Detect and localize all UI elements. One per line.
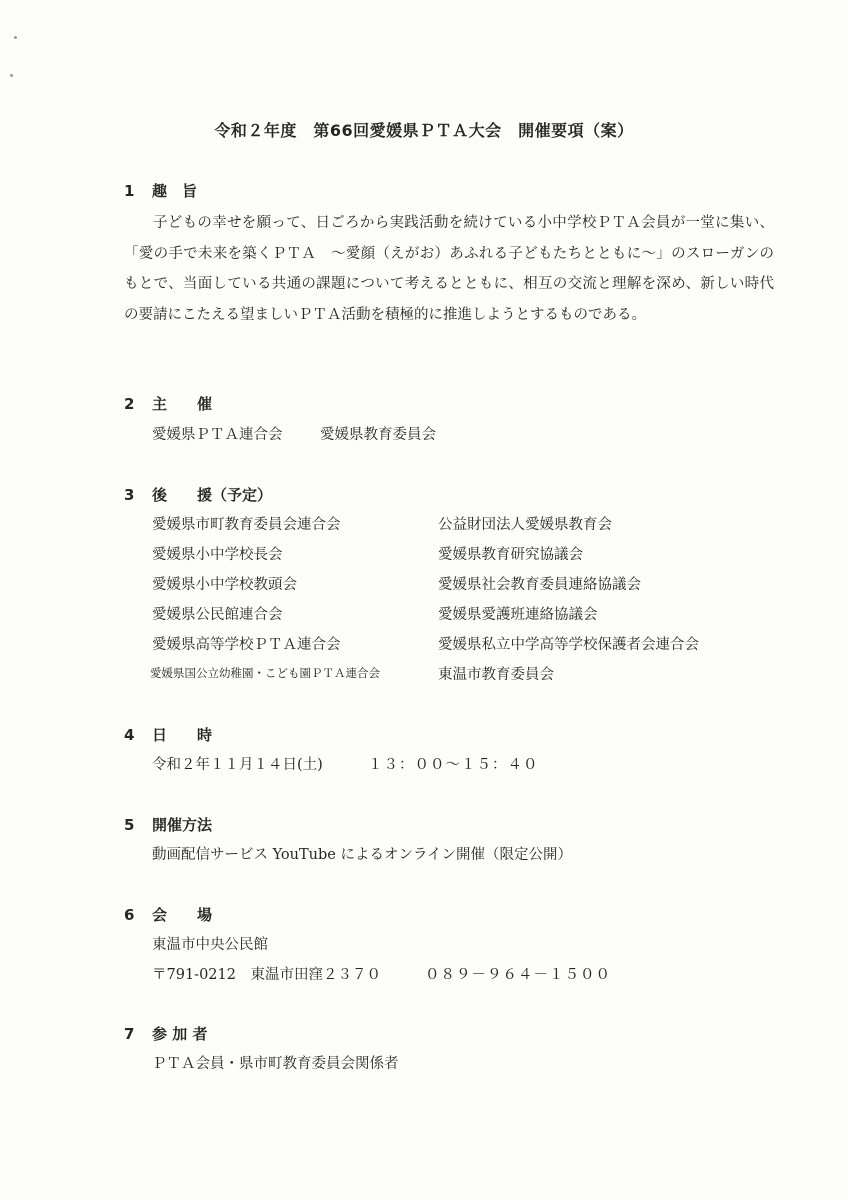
purpose-paragraph: 子どもの幸せを願って、日ごろから実践活動を続けている小中学校ＰＴＡ会員が一堂に集い、「愛の手で未来を築くＰＴＡ ～愛顔（えがお）あふれる子どもたちとともに～」のスローガンのもとで、当面している共通の課題について考えるとともに、相互の交流と理解を深め、新しい時代の要請にこたえる望ましいＰＴＡ活動を積極的に推進しようとするものである。 [124,215,774,323]
venue-address: 〒791-0212 東温市田窪２３７０ [152,967,381,983]
section-heading-datetime: 4 日 時 [124,726,213,744]
section-heading-method: 5 開催方法 [124,816,213,834]
supporter-item: 愛媛県愛護班連絡協議会 [438,607,598,623]
supporter-item: 愛媛県小中学校長会 [152,547,283,563]
supporter-item: 東温市教育委員会 [438,667,554,683]
supporter-item: 愛媛県高等学校ＰＴＡ連合会 [152,637,341,653]
scan-speck [10,74,13,77]
event-method: 動画配信サービス YouTube によるオンライン開催（限定公開） [152,847,573,863]
section-heading-venue: 6 会 場 [124,906,213,924]
organizer-item: 愛媛県教育委員会 [320,427,436,443]
supporter-item: 愛媛県公民館連合会 [152,607,283,623]
section-heading-purpose: 1 趣 旨 [124,182,198,200]
organizer-item: 愛媛県ＰＴＡ連合会 [152,427,283,443]
supporter-item: 愛媛県社会教育委員連絡協議会 [438,577,641,593]
supporter-item: 愛媛県私立中学高等学校保護者会連合会 [438,637,699,653]
supporter-item: 公益財団法人愛媛県教育会 [438,517,612,533]
section-heading-participants: 7 参 加 者 [124,1025,208,1043]
venue-name: 東温市中央公民館 [152,937,268,953]
event-time: １３：００～１５：４０ [368,757,539,773]
supporter-item: 愛媛県市町教育委員会連合会 [152,517,341,533]
supporter-item: 愛媛県教育研究協議会 [438,547,583,563]
participants-text: ＰＴＡ会員・県市町教育委員会関係者 [152,1056,399,1072]
section-heading-support: 3 後 援（予定） [124,486,273,504]
page-title: 令和２年度 第66回愛媛県ＰＴＡ大会 開催要項（案） [214,121,634,140]
section-heading-organizer: 2 主 催 [124,395,213,413]
event-date: 令和２年１１月１４日(土) [152,757,323,773]
venue-phone: ０８９－９６４－１５００ [425,967,611,983]
supporter-item: 愛媛県小中学校教頭会 [152,577,297,593]
scan-speck [14,36,17,39]
supporter-item: 愛媛県国公立幼稚園・こども園ＰＴＡ連合会 [150,666,380,680]
